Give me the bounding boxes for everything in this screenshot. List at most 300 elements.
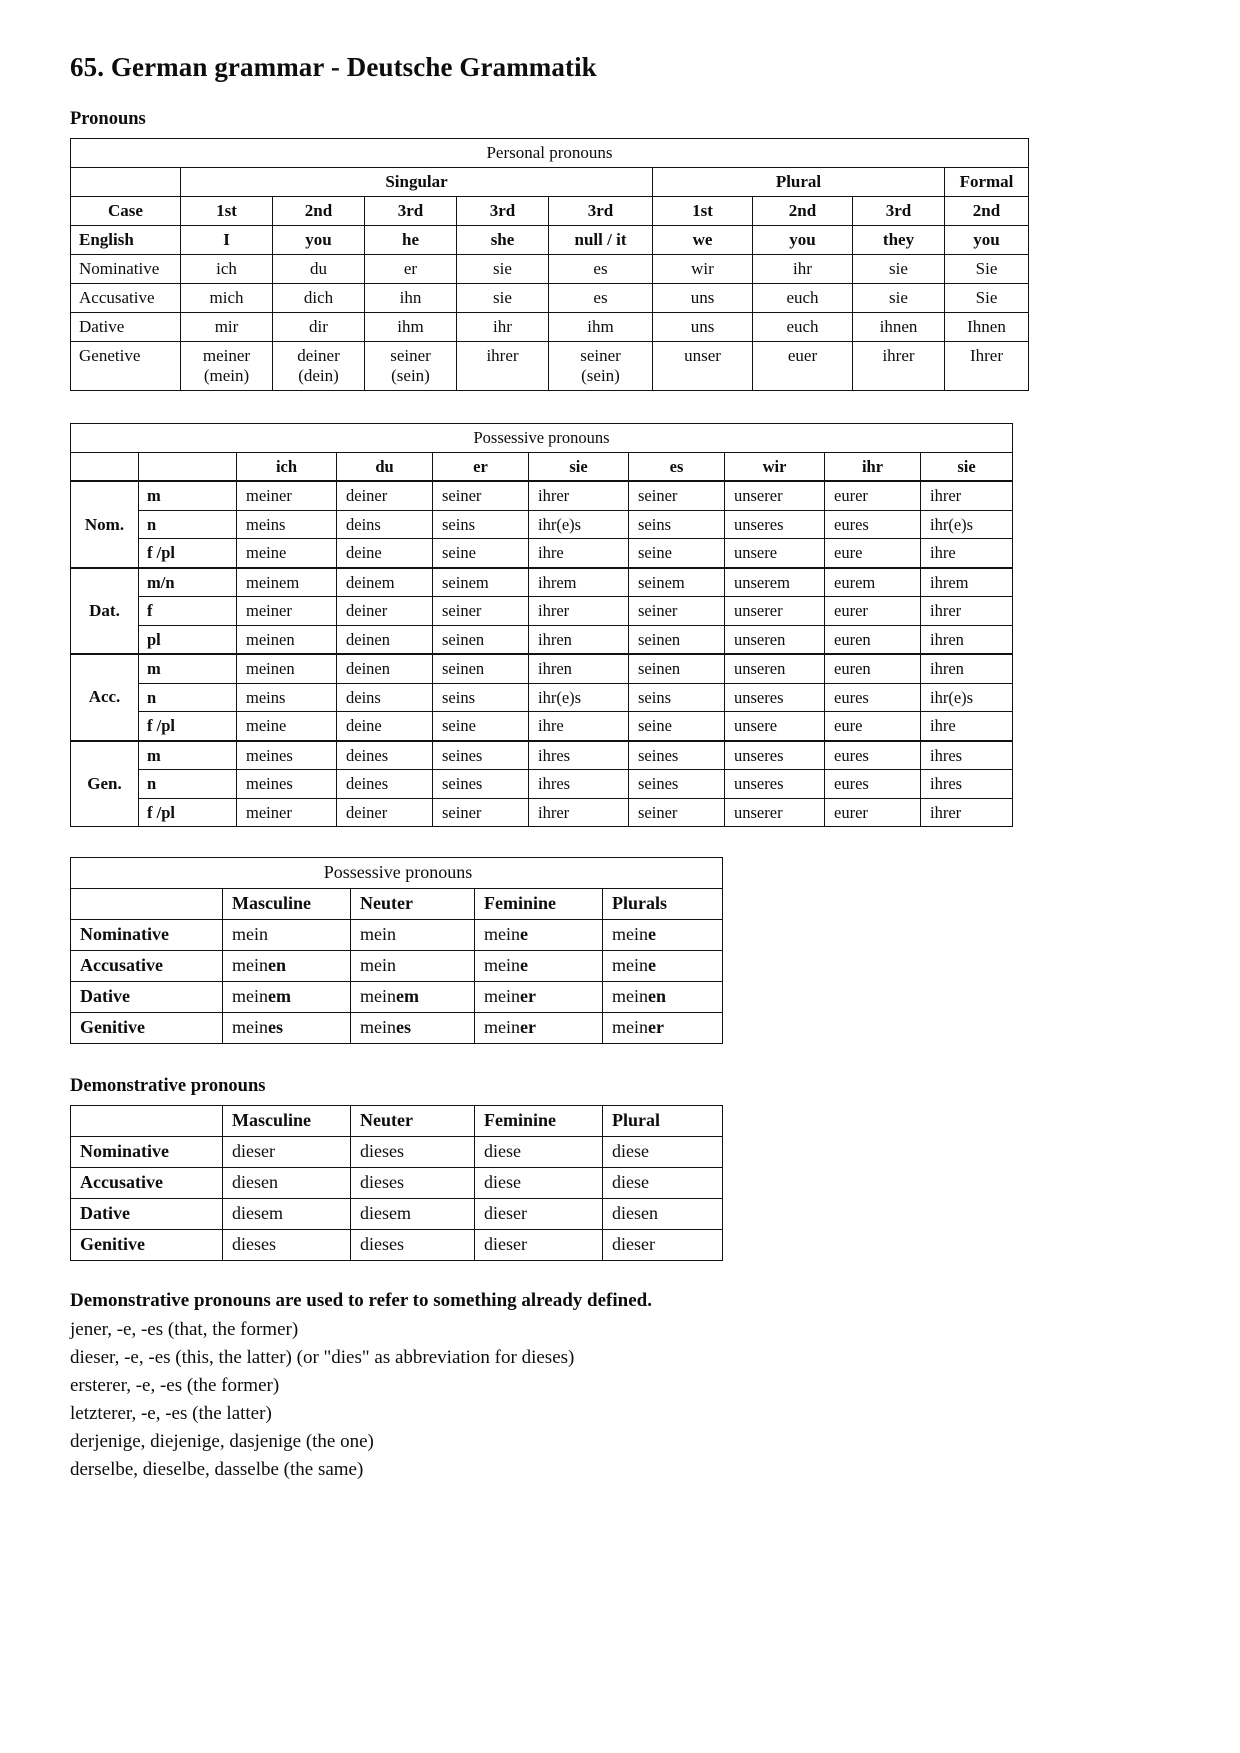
table-row [71, 226, 1029, 255]
gender-label: n [139, 510, 237, 538]
cell: eurem [825, 568, 921, 597]
cell: du [273, 255, 365, 284]
case-group-nom: Nom. [71, 481, 139, 567]
gender-label: f /pl [139, 798, 237, 826]
cell: diese [603, 1167, 723, 1198]
cell: sie [457, 255, 549, 284]
cell: unseres [725, 510, 825, 538]
cell [181, 342, 273, 391]
stem: mein [612, 986, 648, 1007]
table-row [71, 1167, 723, 1198]
gender-label: m [139, 481, 237, 510]
cell: deines [337, 770, 433, 798]
col-header-masculine: Masculine [223, 1105, 351, 1136]
cell-primary: seiner [390, 346, 431, 366]
stem: mein [484, 924, 520, 945]
cell: deins [337, 683, 433, 711]
cell: euren [825, 625, 921, 654]
cell: unserer [725, 597, 825, 625]
cell [223, 981, 351, 1012]
cell: mir [181, 313, 273, 342]
cell: wir [653, 255, 753, 284]
col-header-pl-3rd: 3rd [853, 197, 945, 226]
cell-secondary: (sein) [581, 366, 620, 386]
note-line: ersterer, -e, -es (the former) [70, 1374, 280, 1396]
cell: seiner [433, 481, 529, 510]
table-row [71, 625, 1013, 654]
gender-label: m [139, 654, 237, 683]
cell: deiner [337, 798, 433, 826]
cell: ihm [549, 313, 653, 342]
cell: seine [433, 712, 529, 741]
gender-label: f /pl [139, 539, 237, 568]
stem: mein [484, 1017, 520, 1038]
cell: dieses [223, 1229, 351, 1260]
cell: ihre [529, 712, 629, 741]
cell: we [653, 226, 753, 255]
cell: sie [853, 284, 945, 313]
ending: em [396, 986, 419, 1007]
gender-label: f /pl [139, 712, 237, 741]
cell [365, 342, 457, 391]
cell: meiner [237, 481, 337, 510]
cell: unsere [725, 712, 825, 741]
col-header-sie-sg: sie [529, 452, 629, 481]
cell: ich [181, 255, 273, 284]
gender-label: pl [139, 625, 237, 654]
row-label-genitive: Genitive [71, 1229, 223, 1260]
cell [351, 1012, 475, 1043]
cell: seinen [629, 654, 725, 683]
table-row [71, 568, 1013, 597]
personal-pronouns-table [70, 138, 1029, 391]
cell: euren [825, 654, 921, 683]
cell: ihrer [921, 798, 1013, 826]
ending: es [396, 1017, 411, 1038]
case-group-dat: Dat. [71, 568, 139, 654]
cell: meines [237, 770, 337, 798]
cell: ihre [921, 539, 1013, 568]
col-header-blank [71, 888, 223, 919]
cell: seine [629, 712, 725, 741]
ending: e [648, 924, 656, 945]
cell: meinen [237, 654, 337, 683]
cell: ihr(e)s [921, 510, 1013, 538]
cell: eure [825, 539, 921, 568]
stem: mein [612, 924, 648, 945]
cell: deinen [337, 654, 433, 683]
table-row [71, 510, 1013, 538]
possessive-pronouns-small-table [70, 857, 723, 1044]
cell: seiner [629, 798, 725, 826]
cell: deine [337, 539, 433, 568]
cell: seinen [433, 625, 529, 654]
col-header-sie-pl: sie [921, 452, 1013, 481]
cell: deiner [337, 597, 433, 625]
cell: seins [629, 510, 725, 538]
cell: unseren [725, 654, 825, 683]
cell: ihrer [529, 597, 629, 625]
table-row [71, 313, 1029, 342]
cell: seins [433, 683, 529, 711]
cell: meines [237, 741, 337, 770]
cell: ihr [457, 313, 549, 342]
cell: meins [237, 510, 337, 538]
cell-secondary: (mein) [203, 366, 250, 386]
table-row [71, 284, 1029, 313]
cell: dieses [351, 1229, 475, 1260]
table-row [71, 950, 723, 981]
cell: seines [629, 770, 725, 798]
table-row-title [71, 857, 723, 888]
cell: mich [181, 284, 273, 313]
possessive-small-title: Possessive pronouns [71, 857, 723, 888]
cell: you [945, 226, 1029, 255]
cell: sie [457, 284, 549, 313]
cell: ihrer [921, 481, 1013, 510]
table-row [71, 654, 1013, 683]
col-header-blank [71, 1105, 223, 1136]
row-label-genitive: Genitive [71, 1012, 223, 1043]
cell: euch [753, 284, 853, 313]
col-header-blank2 [139, 452, 237, 481]
cell: uns [653, 313, 753, 342]
ending: er [520, 1017, 536, 1038]
stem: mein [360, 986, 396, 1007]
row-label-accusative: Accusative [71, 1167, 223, 1198]
cell: diesen [223, 1167, 351, 1198]
cell [549, 342, 653, 391]
cell: seine [629, 539, 725, 568]
ending: er [648, 1017, 664, 1038]
table-row [71, 683, 1013, 711]
cell: dir [273, 313, 365, 342]
table-row-title [71, 139, 1029, 168]
cell: unseres [725, 770, 825, 798]
cell: seiner [433, 798, 529, 826]
stem: mein [360, 924, 396, 945]
stem: mein [232, 986, 268, 1007]
cell: unseres [725, 683, 825, 711]
cell [475, 919, 603, 950]
cell: er [365, 255, 457, 284]
col-header-sg-1st: 1st [181, 197, 273, 226]
gender-label: f [139, 597, 237, 625]
cell: diese [603, 1136, 723, 1167]
table-row-columnheaders [71, 888, 723, 919]
cell: ihnen [853, 313, 945, 342]
cell: diesem [223, 1198, 351, 1229]
cell: unserer [725, 798, 825, 826]
table-row [71, 981, 723, 1012]
table-row [71, 597, 1013, 625]
cell [603, 981, 723, 1012]
note-line: dieser, -e, -es (this, the latter) (or "dies" as abbreviation for dieses) [70, 1346, 575, 1368]
cell: unserer [725, 481, 825, 510]
stem: mein [612, 955, 648, 976]
cell: ihr(e)s [529, 683, 629, 711]
stem: mein [232, 955, 268, 976]
note-line: derjenige, diejenige, dasjenige (the one) [70, 1430, 374, 1452]
cell: dich [273, 284, 365, 313]
demonstrative-notes [70, 1287, 1170, 1483]
table-row [71, 919, 723, 950]
row-label-dative: Dative [71, 313, 181, 342]
col-header-sg-3rd-m: 3rd [365, 197, 457, 226]
stem: mein [360, 1017, 396, 1038]
cell: unseres [725, 741, 825, 770]
cell: I [181, 226, 273, 255]
cell: sie [853, 255, 945, 284]
cell: ihre [529, 539, 629, 568]
col-header-blank1 [71, 452, 139, 481]
ending: e [520, 955, 528, 976]
cell: dieser [223, 1136, 351, 1167]
cell: seines [629, 741, 725, 770]
stem: mein [360, 955, 396, 976]
cell [223, 950, 351, 981]
cell [603, 1012, 723, 1043]
ending: e [648, 955, 656, 976]
cell: ihrer [529, 798, 629, 826]
cell-primary: meiner [202, 346, 251, 366]
col-header-formal-2nd: 2nd [945, 197, 1029, 226]
cell: ihrer [529, 481, 629, 510]
cell-primary: deiner [297, 346, 340, 366]
table-row-columnheaders [71, 452, 1013, 481]
table-row [71, 770, 1013, 798]
cell: diese [475, 1136, 603, 1167]
cell: ihr [753, 255, 853, 284]
table-row [71, 539, 1013, 568]
cell: null / it [549, 226, 653, 255]
cell: dieser [475, 1229, 603, 1260]
table-row [71, 1012, 723, 1043]
cell: seinem [629, 568, 725, 597]
gender-label: n [139, 683, 237, 711]
cell: ihren [529, 625, 629, 654]
cell: deins [337, 510, 433, 538]
cell: seine [433, 539, 529, 568]
table-row [71, 741, 1013, 770]
cell: unsere [725, 539, 825, 568]
cell: meins [237, 683, 337, 711]
col-header-pl-2nd: 2nd [753, 197, 853, 226]
ending: en [268, 955, 286, 976]
case-group-gen: Gen. [71, 741, 139, 827]
cell: dieses [351, 1136, 475, 1167]
row-label-dative: Dative [71, 981, 223, 1012]
cell: dieser [475, 1198, 603, 1229]
cell [475, 981, 603, 1012]
cell: Sie [945, 284, 1029, 313]
cell: Ihrer [945, 342, 1029, 391]
col-header-es: es [629, 452, 725, 481]
cell [351, 950, 475, 981]
cell: deinem [337, 568, 433, 597]
group-blank [71, 168, 181, 197]
gender-label: n [139, 770, 237, 798]
cell: he [365, 226, 457, 255]
col-header-plurals: Plurals [603, 888, 723, 919]
col-header-neuter: Neuter [351, 1105, 475, 1136]
cell: ihrer [457, 342, 549, 391]
cell: es [549, 255, 653, 284]
row-label-dative: Dative [71, 1198, 223, 1229]
col-header-wir: wir [725, 452, 825, 481]
col-header-ihr: ihr [825, 452, 921, 481]
col-header-sg-2nd: 2nd [273, 197, 365, 226]
cell: ihn [365, 284, 457, 313]
table-row-groups [71, 168, 1029, 197]
cell: meiner [237, 798, 337, 826]
table-row [71, 1136, 723, 1167]
table-row [71, 1229, 723, 1260]
cell: diese [475, 1167, 603, 1198]
row-label-accusative: Accusative [71, 950, 223, 981]
note-line: derselbe, dieselbe, dasselbe (the same) [70, 1458, 364, 1480]
row-label-nominative: Nominative [71, 255, 181, 284]
cell: ihrem [529, 568, 629, 597]
cell: Ihnen [945, 313, 1029, 342]
cell: seins [629, 683, 725, 711]
table-row [71, 255, 1029, 284]
cell: ihre [921, 712, 1013, 741]
note-line: letzterer, -e, -es (the latter) [70, 1402, 272, 1424]
cell: eurer [825, 597, 921, 625]
possessive-large-title: Possessive pronouns [71, 424, 1013, 452]
table-row [71, 1198, 723, 1229]
case-group-acc: Acc. [71, 654, 139, 740]
cell: meine [237, 712, 337, 741]
cell: eures [825, 510, 921, 538]
col-header-masculine: Masculine [223, 888, 351, 919]
cell [475, 1012, 603, 1043]
cell: seines [433, 770, 529, 798]
table-row [71, 712, 1013, 741]
gender-label: m/n [139, 568, 237, 597]
cell: ihres [921, 741, 1013, 770]
section-heading-demonstrative: Demonstrative pronouns [70, 1075, 266, 1096]
cell: meinen [237, 625, 337, 654]
cell: ihren [529, 654, 629, 683]
cell: ihres [921, 770, 1013, 798]
stem: mein [612, 1017, 648, 1038]
demonstrative-pronouns-table [70, 1105, 723, 1261]
cell: seiner [629, 481, 725, 510]
cell: deine [337, 712, 433, 741]
row-label-genetive: Genetive [71, 342, 181, 391]
cell: ihrer [921, 597, 1013, 625]
cell: eures [825, 683, 921, 711]
cell: eures [825, 741, 921, 770]
table-row [71, 481, 1013, 510]
cell [475, 950, 603, 981]
table-row [71, 342, 1029, 391]
col-header-feminine: Feminine [475, 888, 603, 919]
row-label-nominative: Nominative [71, 919, 223, 950]
cell [351, 919, 475, 950]
gender-label: m [139, 741, 237, 770]
col-header-plural: Plural [603, 1105, 723, 1136]
row-label-accusative: Accusative [71, 284, 181, 313]
notes-heading: Demonstrative pronouns are used to refer to something already defined. [70, 1289, 652, 1311]
col-header-pl-1st: 1st [653, 197, 753, 226]
cell: ihren [921, 625, 1013, 654]
possessive-pronouns-large-table [70, 423, 1013, 827]
cell: eures [825, 770, 921, 798]
cell: ihr(e)s [921, 683, 1013, 711]
group-formal: Formal [945, 168, 1029, 197]
cell: ihres [529, 741, 629, 770]
page-title: 65. German grammar - Deutsche Grammatik [70, 52, 597, 82]
personal-pronouns-title: Personal pronouns [71, 139, 1029, 168]
group-singular: Singular [181, 168, 653, 197]
cell: seinem [433, 568, 529, 597]
ending: e [520, 924, 528, 945]
table-row-title [71, 424, 1013, 452]
ending: er [520, 986, 536, 1007]
col-header-du: du [337, 452, 433, 481]
cell [603, 919, 723, 950]
cell: ihr(e)s [529, 510, 629, 538]
cell: ihrer [853, 342, 945, 391]
cell: she [457, 226, 549, 255]
cell: seinen [433, 654, 529, 683]
cell: seiner [433, 597, 529, 625]
stem: mein [232, 924, 268, 945]
cell-primary: seiner [580, 346, 621, 366]
cell: euch [753, 313, 853, 342]
cell [603, 950, 723, 981]
cell: seins [433, 510, 529, 538]
cell: Sie [945, 255, 1029, 284]
cell: deines [337, 741, 433, 770]
cell: diesen [603, 1198, 723, 1229]
cell: es [549, 284, 653, 313]
cell: dieser [603, 1229, 723, 1260]
stem: mein [484, 955, 520, 976]
stem: mein [232, 1017, 268, 1038]
cell-secondary: (dein) [298, 366, 339, 386]
col-header-ich: ich [237, 452, 337, 481]
cell: eurer [825, 481, 921, 510]
ending: en [648, 986, 666, 1007]
cell: euer [753, 342, 853, 391]
row-label-nominative: Nominative [71, 1136, 223, 1167]
cell: unseren [725, 625, 825, 654]
section-heading-pronouns: Pronouns [70, 109, 146, 129]
cell: diesem [351, 1198, 475, 1229]
cell: seines [433, 741, 529, 770]
cell [273, 342, 365, 391]
cell-secondary: (sein) [391, 366, 430, 386]
cell: unserem [725, 568, 825, 597]
cell: eure [825, 712, 921, 741]
cell: dieses [351, 1167, 475, 1198]
cell: unser [653, 342, 753, 391]
table-row [71, 798, 1013, 826]
col-header-sg-3rd-n: 3rd [549, 197, 653, 226]
cell: seiner [629, 597, 725, 625]
cell: they [853, 226, 945, 255]
cell: ihren [921, 654, 1013, 683]
cell [223, 919, 351, 950]
table-row-columnheaders [71, 1105, 723, 1136]
cell: meine [237, 539, 337, 568]
cell: seinen [629, 625, 725, 654]
cell: you [273, 226, 365, 255]
